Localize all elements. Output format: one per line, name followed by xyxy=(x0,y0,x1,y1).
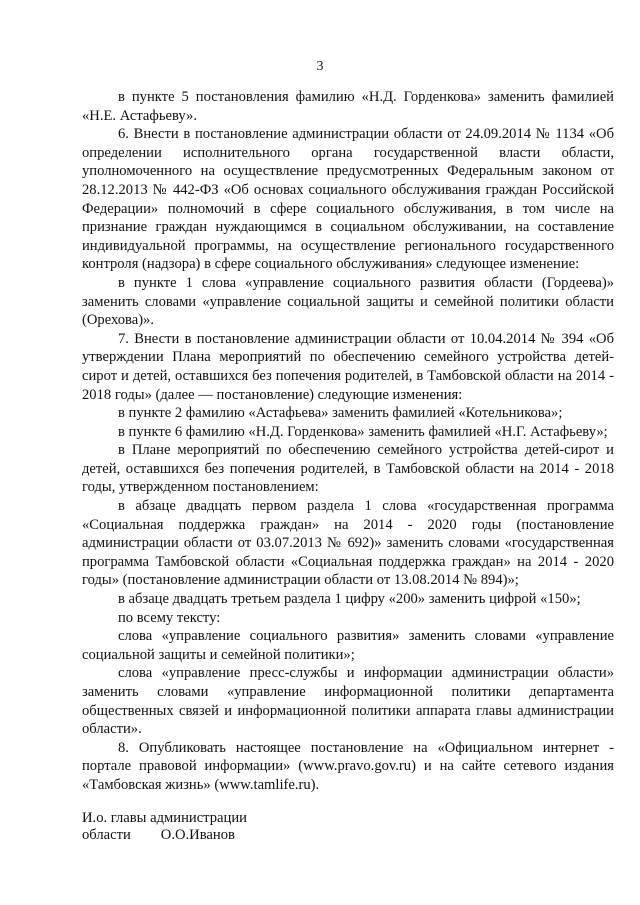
page-number: 3 xyxy=(316,59,324,74)
signature-title: И.о. главы администрации xyxy=(82,810,247,826)
paragraph: слова «управление социального развития» заменить словами «управление социальной защиты и семейной политики»; xyxy=(82,628,614,663)
signature-title-cont: области xyxy=(82,827,131,843)
paragraph: по всему тексту: xyxy=(118,609,221,626)
paragraph: в пункте 2 фамилию «Астафьева» заменить фамилией «Котельникова»; xyxy=(118,405,563,422)
signature-line xyxy=(82,827,247,844)
paragraph: 8. Опубликовать настоящее постановление на «Официальном интернет - портале правовой информации» (www.pravo.gov.ru) и на сайте сетевого издания «Тамбовская жизнь» (www.tamlife.ru). xyxy=(82,739,614,793)
signature-block xyxy=(82,810,247,844)
paragraph: в пункте 5 постановления фамилию «Н.Д. Горденкова» заменить фамилией «Н.Е. Астафьеву». xyxy=(82,89,614,124)
paragraph: 6. Внести в постановление администрации области от 24.09.2014 № 1134 «Об определении исполнительного органа государственной власти области, уполномоченного на осуществление предусмотренных Федеральным законом от 28.12.2013 № 442-ФЗ «Об основах социального обслуживания граждан Российской Федерации» полномочий в сфере социального обслуживания, в том числе на признание граждан нуждающимся в социальном обслуживании, на составление индивидуальной программы, на осуществление регионального государственного контроля (надзора) в сфере социального обслуживания» следующее изменение: xyxy=(82,126,614,273)
signatory-name: О.О.Иванов xyxy=(160,827,235,843)
paragraph: в абзаце двадцать первом раздела 1 слова «государственная программа «Социальная поддержка граждан» на 2014 - 2020 годы (постановление администрации области от 03.07.2013 № 692)» заменить словами «государственная программа Тамбовской области «Социальная поддержка граждан» на 2014 - 2020 годы» (постановление администрации области от 13.08.2014 № 894)»; xyxy=(82,498,614,589)
paragraph: в пункте 1 слова «управление социального развития области (Гордеева)» заменить словами «управление социальной защиты и семейной политики области (Орехова)». xyxy=(82,274,614,329)
paragraph: слова «управление пресс-службы и информации администрации области» заменить словами «управление информационной политики департамента общественных связей и информационной политики аппарата главы администрации области». xyxy=(82,665,614,738)
paragraph: в абзаце двадцать третьем раздела 1 цифру «200» заменить цифрой «150»; xyxy=(118,591,581,608)
paragraph: в Плане мероприятий по обеспечению семейного устройства детей-сирот и детей, оставшихся без попечения родителей, в Тамбовской области на 2014 - 2018 годы, утвержденном постановлением: xyxy=(82,442,614,496)
paragraph: 7. Внести в постановление администрации области от 10.04.2014 № 394 «Об утверждении Плана мероприятий по обеспечению семейного устройства детей-сирот и детей, оставшихся без попечения родителей, в Тамбовской области на 2014 - 2018 годы» (далее — постановление) следующие изменения: xyxy=(82,330,614,403)
paragraph: в пункте 6 фамилию «Н.Д. Горденкова» заменить фамилией «Н.Г. Астафьеву»; xyxy=(118,423,608,440)
document-body xyxy=(82,88,614,795)
